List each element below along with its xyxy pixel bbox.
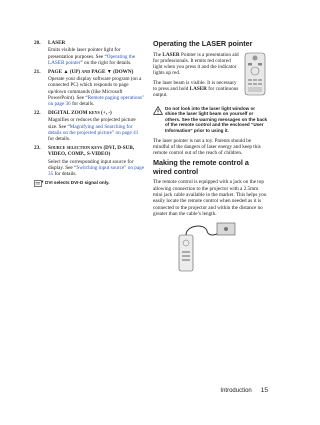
item-title: DIGITAL ZOOM keys (+, -) [48, 109, 112, 116]
item-description: Operate your display software program (on a connected PC) which responds to page up/down commands (like Microsoft PowerPoint). See “Remote paging operations” on page 36 for details. [48, 75, 145, 108]
list-item-source-keys [34, 145, 145, 177]
item-title: PAGE ▲ (UP) and PAGE ▼ (DOWN) [48, 68, 134, 75]
list-item-laser [34, 40, 145, 66]
projector-jack-drawing [217, 223, 235, 235]
warning-icon [153, 106, 165, 134]
remote-control-drawing [179, 235, 193, 271]
warning-text: Do not look into the laser light window or shine the laser light beam on yourself or others. See the warning messages on the back of the remote control and the enclosed “User Information” prior to using it. [165, 105, 268, 133]
item-number: 20. [34, 40, 41, 46]
item-number: 22. [34, 109, 41, 116]
operating-laser-link[interactable]: Operating the LASER pointer [48, 53, 136, 66]
section-heading-laser: Operating the LASER pointer [153, 39, 253, 48]
remote-paging-link[interactable]: Remote paging operations” on page 36 [48, 94, 145, 108]
list-item-digital-zoom [34, 110, 145, 142]
wired-connection-illustration [177, 221, 237, 273]
item-description: Select the corresponding input source for display. See “Switching input source” on page 35 for details. [48, 158, 145, 178]
switching-source-link[interactable]: Switching input source” on page 35 [48, 164, 145, 178]
dvi-note [34, 180, 145, 189]
page-number: 15 [260, 387, 268, 394]
item-title: Source selection keys (DVI, D-SUB, VIDEO, COMP., S-VIDEO) [48, 144, 135, 158]
item-title: LASER [48, 40, 66, 46]
left-column [34, 40, 145, 189]
toy-warning-paragraph: The laser pointer is not a toy. Parents should be mindful of the dangers of laser energy and keep this remote control out of the reach of children. [153, 137, 261, 157]
laser-intro-paragraph: The LASER Pointer is a presentation aid for professionals. It emits red colored light when you press it and the indicator lights up red. [153, 51, 239, 77]
section-heading-wired: Making the remote control a wired control [153, 158, 249, 176]
page-footer [220, 387, 268, 394]
item-number: 23. [34, 144, 41, 151]
note-text: DVI selects DVI-D signal only. [45, 180, 110, 186]
remote-illustration [242, 52, 268, 96]
laser-warning [153, 106, 268, 134]
wired-control-paragraph: The remote control is equipped with a jack on the top allowing connection to the projector with a 2.5mm mini jack cable available in the market. This helps you easily locate the remote control when needed as it is connected to the projector and within the distance no greater than the cable’s length. [153, 179, 267, 217]
list-item-page-keys [34, 69, 145, 108]
item-number: 21. [34, 68, 41, 75]
footer-section: Introduction [220, 388, 252, 394]
magnifying-link[interactable]: Magnifying and Searching for details on the projected picture” on page 41 [48, 123, 139, 136]
right-column [153, 40, 268, 273]
note-icon [34, 180, 45, 189]
item-description: Magnifies or reduces the projected picture size. See “Magnifying and Searching for details on the projected picture” on page 41 for details. [48, 117, 139, 143]
item-description: Emits visible laser pointer light for presentation purposes. See “Operating the LASER pointer” on the right for details. [48, 47, 136, 66]
laser-hold-paragraph: The laser beam is visible. It is necessary to press and hold LASER for continuous output. [153, 79, 239, 99]
